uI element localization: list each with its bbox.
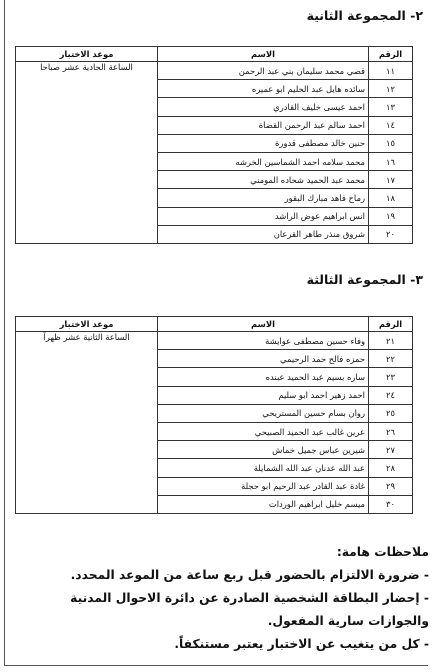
row-name: سائده هايل عبد الحليم ابو عميره [158, 80, 369, 98]
header-time: موعد الاختبار [16, 317, 158, 332]
row-num: ٢٥ [369, 404, 413, 422]
row-name: محمد سلامه احمد الشماسين الخرشه [158, 152, 369, 170]
row-name: عبد الله عدنان عبد الله الشمايلة [158, 459, 369, 477]
row-name: محمد عبد الحميد شحاده المومني [158, 171, 369, 189]
row-name: انس ابراهيم عوض الراشد [158, 207, 369, 225]
row-name: احمد سالم عبد الرحمن القضاة [158, 116, 369, 134]
row-num: ١٥ [369, 134, 413, 152]
group2-table [15, 46, 413, 244]
exam-time: الساعة الحادية عشر صباحا [16, 62, 158, 244]
table-row [16, 62, 413, 80]
table-header-row [16, 317, 413, 332]
note-item: - كل من يتغيب عن الاختبار يعتبر مستنكفاً. [174, 637, 429, 651]
row-name: رماح فاهد مبارك البقور [158, 189, 369, 207]
group2-title: ٢- المجموعة الثانية [306, 8, 423, 23]
row-num: ٢٧ [369, 441, 413, 459]
row-num: ١٨ [369, 189, 413, 207]
row-name: حنين خالد مصطفى قدورة [158, 134, 369, 152]
row-num: ٢٩ [369, 477, 413, 495]
row-name: شروق منذر طاهر القرعان [158, 225, 369, 243]
table-header-row [16, 47, 413, 62]
header-num: الرقم [369, 317, 413, 332]
note-item: - ضرورة الالتزام بالحضور قبل ربع ساعة من الموعد المحدد. [70, 568, 429, 582]
row-name: شيرين عباس جميل خماش [158, 441, 369, 459]
row-num: ٢٨ [369, 459, 413, 477]
row-num: ١٤ [369, 116, 413, 134]
notes-section [8, 541, 429, 656]
row-num: ٣٠ [369, 495, 413, 513]
group3-title: ٣- المجموعة الثالثة [306, 272, 423, 287]
row-num: ٢٤ [369, 386, 413, 404]
note-item: - إحضار البطاقة الشخصية الصادرة عن دائرة الاحوال المدنية والجوازات سارية المفعول. [70, 591, 429, 628]
header-num: الرقم [369, 47, 413, 62]
row-num: ١٣ [369, 98, 413, 116]
row-num: ١٦ [369, 152, 413, 170]
row-num: ١٧ [369, 171, 413, 189]
exam-time: الساعة الثانية عشر ظهراً [16, 332, 158, 514]
row-name: وفاء حسين مصطفى عوايشة [158, 332, 369, 350]
row-name: قصي محمد سليمان بني عبد الرحمن [158, 62, 369, 80]
row-num: ٢٦ [369, 422, 413, 440]
header-name: الاسم [158, 317, 369, 332]
group3-table [15, 316, 413, 514]
row-num: ٢٠ [369, 225, 413, 243]
row-name: احمد زهير احمد ابو سليم [158, 386, 369, 404]
row-name: روان بسام حسين المستريحي [158, 404, 369, 422]
header-name: الاسم [158, 47, 369, 62]
row-name: غادة عبد القادر عبد الرحيم ابو حجلة [158, 477, 369, 495]
row-num: ١١ [369, 62, 413, 80]
row-num: ٢٢ [369, 350, 413, 368]
row-name: عرين غالب عبد الحميد الصبيحي [158, 422, 369, 440]
row-name: احمد عيسى خليف القادري [158, 98, 369, 116]
row-name: ميسم خليل ابراهيم الوردات [158, 495, 369, 513]
table-row [16, 332, 413, 350]
row-name: حمزه فالح حمد الرحيمي [158, 350, 369, 368]
row-num: ٢٣ [369, 368, 413, 386]
row-num: ٢١ [369, 332, 413, 350]
notes-heading: ملاحظات هامة: [336, 545, 429, 559]
header-time: موعد الاختبار [16, 47, 158, 62]
row-name: ساره بسيم عبد الحميد عبنده [158, 368, 369, 386]
row-num: ١٩ [369, 207, 413, 225]
row-num: ١٢ [369, 80, 413, 98]
